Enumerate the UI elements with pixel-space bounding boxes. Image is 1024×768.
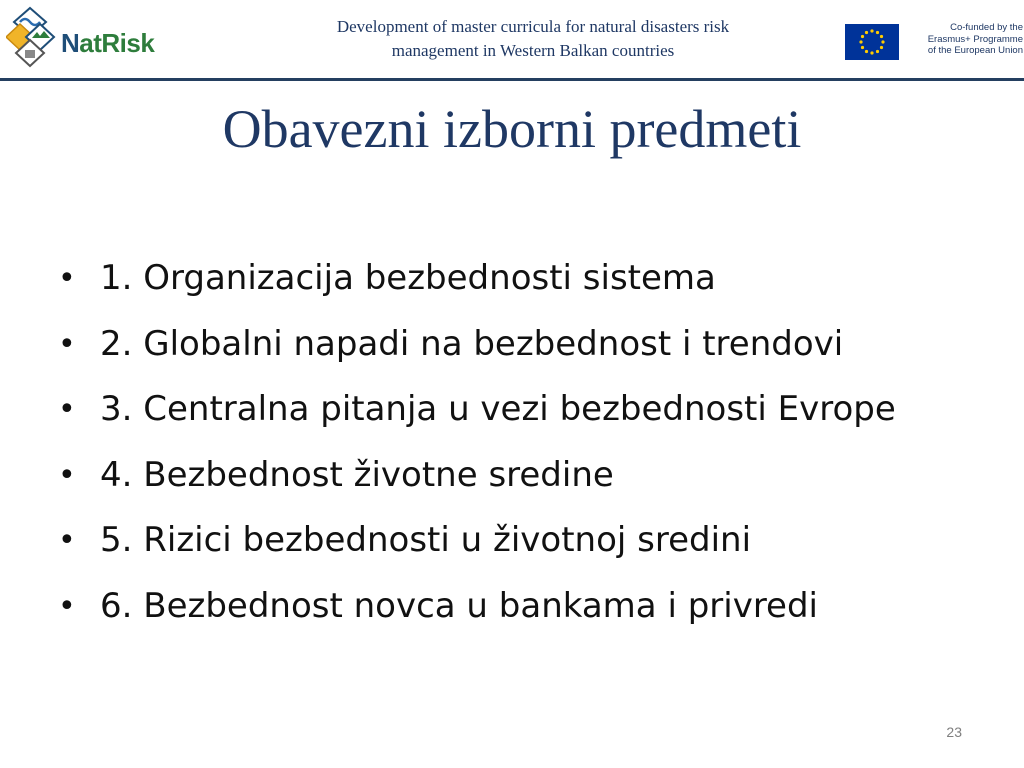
bullet-icon: • xyxy=(58,588,76,624)
eu-cofunded-text xyxy=(907,22,1023,57)
project-title xyxy=(250,15,816,63)
natrisk-logo-icon xyxy=(6,6,68,70)
eu-text-line-3: of the European Union xyxy=(927,45,1023,56)
course-list xyxy=(58,246,1018,639)
project-title-line-2: management in Western Balkan countries xyxy=(391,41,675,60)
bullet-icon: • xyxy=(58,326,76,362)
list-item-text: 4. Bezbednost životne sredine xyxy=(100,454,614,495)
natrisk-logo-text: NatRisk xyxy=(61,28,155,58)
list-item xyxy=(58,574,1018,640)
natrisk-logo xyxy=(6,6,166,70)
eu-flag-icon xyxy=(845,24,899,60)
list-item-text: 1. Organizacija bezbednosti sistema xyxy=(100,258,716,298)
list-item-text: 6. Bezbednost novca u bankama i privredi xyxy=(100,585,819,626)
header-divider xyxy=(0,78,1024,81)
slide-title: Obavezni izborni predmeti xyxy=(222,99,802,159)
eu-cofunded-badge xyxy=(845,20,1023,60)
bullet-icon: • xyxy=(58,523,76,558)
bullet-icon: • xyxy=(58,392,76,427)
list-item xyxy=(58,312,1018,378)
list-item-text: 5. Rizici bezbednosti u životnoj sredini xyxy=(100,520,752,560)
list-item-text: 3. Centralna pitanja u vezi bezbednosti Evrope xyxy=(100,389,896,429)
project-title-line-1: Development of master curricula for natural disasters risk xyxy=(336,17,730,36)
list-item xyxy=(58,443,1018,509)
eu-text-line-1: Co-funded by the xyxy=(950,22,1023,33)
page-number: 23 xyxy=(946,724,962,740)
bullet-icon: • xyxy=(58,261,76,296)
list-item xyxy=(58,377,1018,443)
list-item xyxy=(58,508,1018,574)
list-item-text: 2. Globalni napadi na bezbednost i trendovi xyxy=(100,323,844,364)
bullet-icon: • xyxy=(58,457,76,493)
eu-text-line-2: Erasmus+ Programme xyxy=(927,33,1023,45)
list-item xyxy=(58,246,1018,312)
